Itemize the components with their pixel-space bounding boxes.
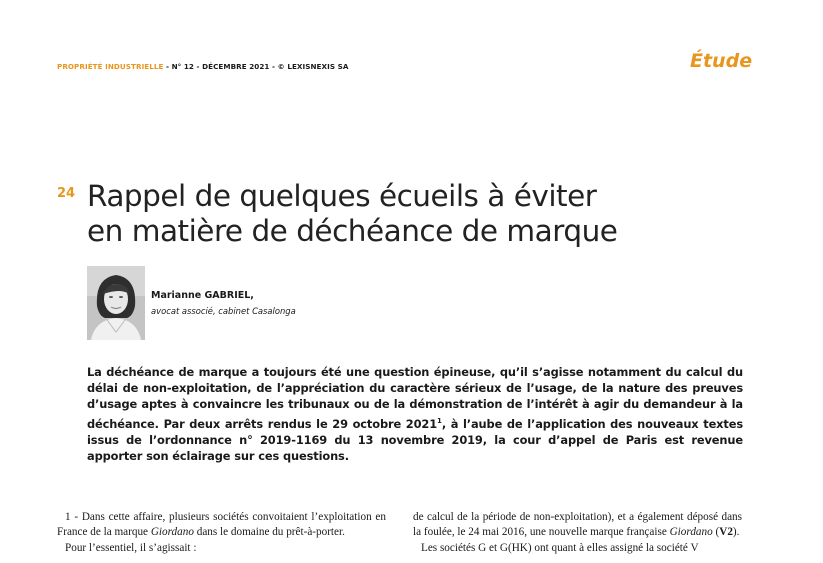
title-line-1: Rappel de quelques écueils à éviter <box>87 179 597 213</box>
author-name: Marianne GABRIEL, <box>151 290 254 301</box>
brand-ref-bold: V2 <box>719 526 733 539</box>
brand-name-italic: Giordano <box>669 526 713 539</box>
body-paragraph: Pour l’essentiel, il s’agissait : <box>65 541 197 554</box>
paragraph-text: de calcul de la période de non-exploitation), et a également déposé dans la foulée, le 24 mai 2016, une nouvelle marque française <box>413 511 742 539</box>
body-column-right <box>413 510 742 556</box>
section-label: Étude <box>690 50 753 72</box>
author-role: avocat associé, cabinet Casalonga <box>151 306 296 316</box>
article-title <box>87 179 727 249</box>
author-photo <box>87 266 145 340</box>
footnote-reference: 1 <box>437 416 442 425</box>
title-line-2: en matière de déchéance de marque <box>87 214 618 248</box>
paragraph-text: ( <box>712 526 720 539</box>
brand-name-italic: Giordano <box>150 526 194 539</box>
article-abstract <box>87 364 743 464</box>
paragraph-text: 1 - Dans cette affaire, plusieurs sociétés convoitaient l’exploitation en France de la marque <box>57 511 386 539</box>
paragraph-text: dans le domaine du prêt-à-porter. <box>193 526 345 539</box>
abstract-text-part-1: La déchéance de marque a toujours été une question épineuse, qu’il s’agisse notamment du calcul du délai de non-exploitation, de l’appréciation du caractère sérieux de l’usage, de la nature des preuves d’usage aptes à convaincre les tribunaux ou de la démonstration de l’intérêt à agir du demandeur à la déchéance. Par deux arrêts rendus le 29 octobre 2021 <box>87 365 743 431</box>
body-column-left <box>57 510 386 556</box>
paragraph-text: ). <box>732 526 740 539</box>
article-number: 24 <box>57 186 76 201</box>
journal-name: PROPRIÉTÉ INDUSTRIELLE <box>57 62 164 71</box>
body-paragraph <box>413 510 742 541</box>
body-paragraph <box>57 510 386 541</box>
running-header <box>57 62 348 71</box>
abstract-text-part-2: , à l’aube de l’application des nouveaux textes issus de l’ordonnance n° 2019-1169 du 13 novembre 2019, la cour d’appel de Paris est revenue apporter son éclairage sur ces questions. <box>87 416 743 463</box>
issue-details: - N° 12 - DÉCEMBRE 2021 - © LEXISNEXIS SA <box>163 62 349 71</box>
body-paragraph: Les sociétés G et G(HK) ont quant à elles assigné la société V <box>421 541 699 554</box>
